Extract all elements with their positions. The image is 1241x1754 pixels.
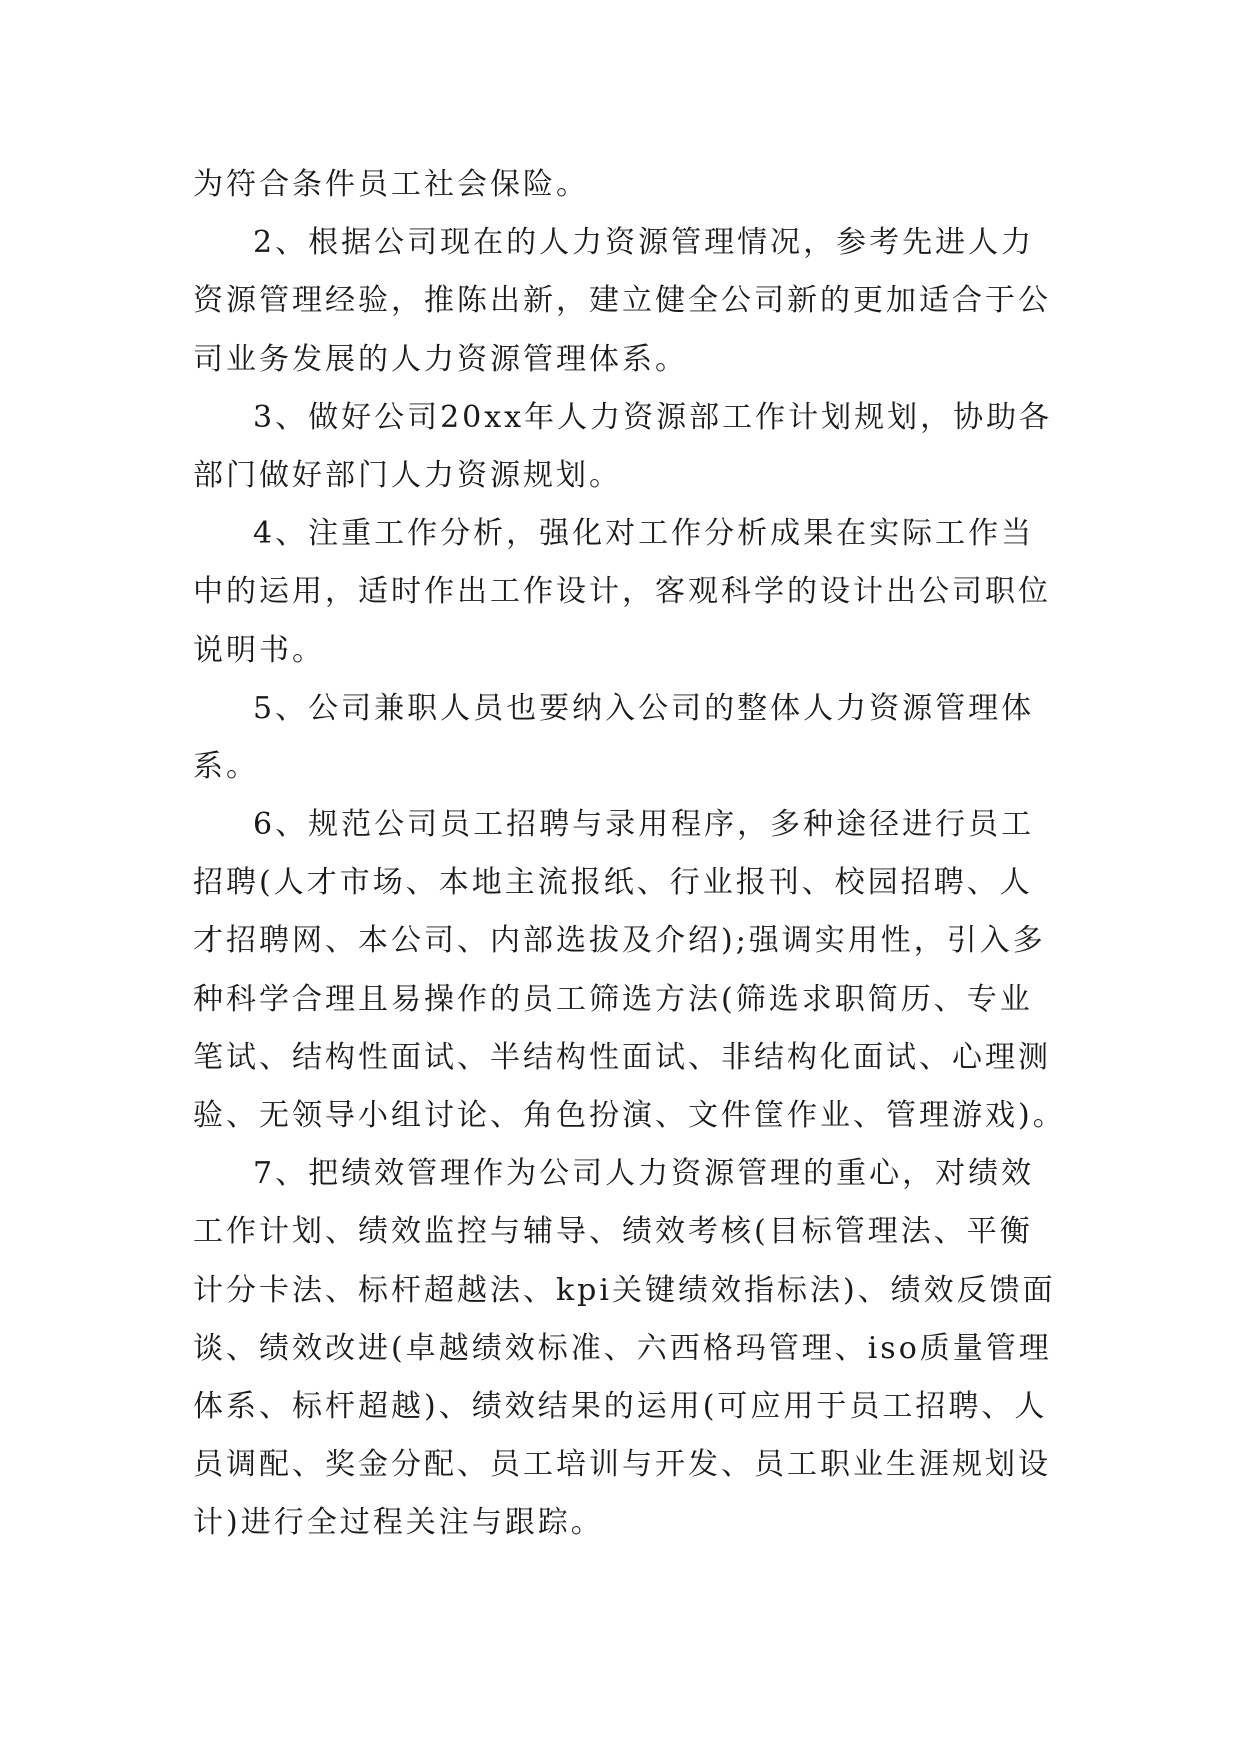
text-line: 招聘(人才市场、本地主流报纸、行业报刊、校园招聘、人 xyxy=(193,865,1033,901)
text-line: 谈、绩效改进(卓越绩效标准、六西格玛管理、iso质量管理 xyxy=(193,1330,1052,1366)
text-line: 资源管理经验，推陈出新，建立健全公司新的更加适合于公 xyxy=(193,283,1051,319)
text-line: 为符合条件员工社会保险。 xyxy=(193,167,589,202)
text-line: 种科学合理且易操作的员工筛选方法(筛选求职简历、专业 xyxy=(193,981,1033,1017)
text-line: 才招聘网、本公司、内部选拔及介绍);强调实用性，引入多 xyxy=(193,923,1046,959)
paragraph-item-7-start: 7、把绩效管理作为公司人力资源管理的重心，对绩效 xyxy=(253,1156,1035,1192)
paragraph-item-6-start: 6、规范公司员工招聘与录用程序，多种途径进行员工 xyxy=(253,807,1035,843)
text-line: 部门做好部门人力资源规划。 xyxy=(193,457,622,493)
text-line: 计分卡法、标杆超越法、kpi关键绩效指标法)、绩效反馈面 xyxy=(193,1272,1056,1308)
text-line: 中的运用，适时作出工作设计，客观科学的设计出公司职位 xyxy=(193,574,1051,610)
text-line: 笔试、结构性面试、半结构性面试、非结构化面试、心理测 xyxy=(193,1039,1051,1075)
document-body xyxy=(193,156,1066,1553)
paragraph-item-4-start: 4、注重工作分析，强化对工作分析成果在实际工作当 xyxy=(253,516,1035,552)
text-line: 体系、标杆超越)、绩效结果的运用(可应用于员工招聘、人 xyxy=(193,1388,1048,1424)
paragraph-item-3-start: 3、做好公司20xx年人力资源部工作计划规划，协助各 xyxy=(253,399,1053,435)
text-line: 验、无领导小组讨论、角色扮演、文件筐作业、管理游戏)。 xyxy=(193,1098,1066,1133)
text-line: 系。 xyxy=(193,748,259,784)
text-line: 司业务发展的人力资源管理体系。 xyxy=(193,341,688,377)
text-line: 工作计划、绩效监控与辅导、绩效考核(目标管理法、平衡 xyxy=(193,1214,1033,1250)
text-line: 计)进行全过程关注与跟踪。 xyxy=(193,1505,604,1541)
text-line: 员调配、奖金分配、员工培训与开发、员工职业生涯规划设 xyxy=(193,1447,1051,1483)
paragraph-item-2-start: 2、根据公司现在的人力资源管理情况，参考先进人力 xyxy=(253,225,1035,261)
paragraph-item-5-start: 5、公司兼职人员也要纳入公司的整体人力资源管理体 xyxy=(253,690,1035,726)
text-line: 说明书。 xyxy=(193,632,325,668)
